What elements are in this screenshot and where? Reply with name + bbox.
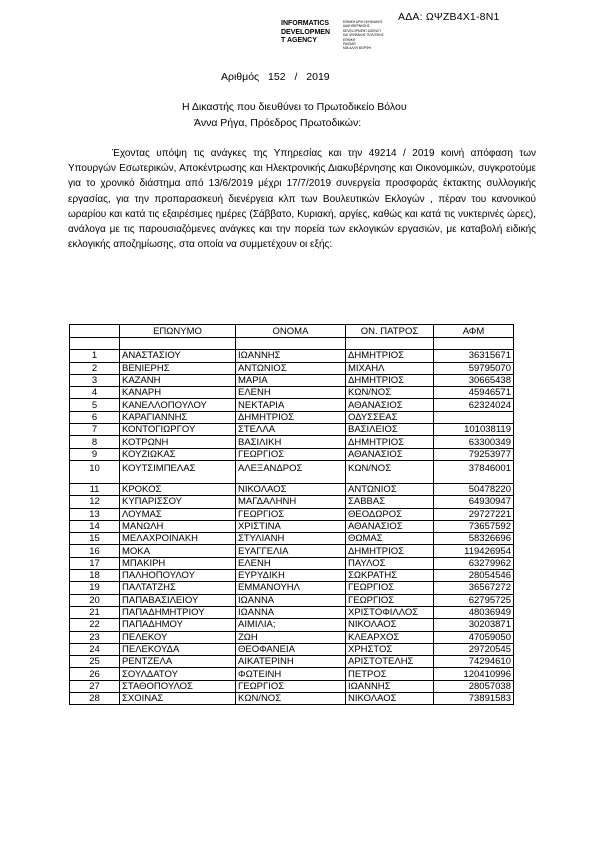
name-cell: ΣΤΥΛΙΑΝΗ <box>236 533 346 545</box>
logo-side-line: ΔΙΑΚΥΒΕΡΝΗΣΗΣ <box>343 24 370 29</box>
row-index: 24 <box>70 643 120 655</box>
surname-cell: ΠΑΠΑΔΗΜΗΤΡΙΟΥ <box>120 606 236 618</box>
tax-id-cell: 120410996 <box>434 668 514 680</box>
row-index: 20 <box>70 594 120 606</box>
surname-cell: ΜΠΑΚΙΡΗ <box>120 557 236 569</box>
row-index: 10 <box>70 460 120 483</box>
table-row <box>70 631 514 643</box>
father-name-cell: ΚΛΕΑΡΧΟΣ <box>346 631 434 643</box>
name-cell: ΓΕΩΡΓΙΟΣ <box>236 680 346 692</box>
surname-cell: ΣΤΑΘΟΠΟΥΛΟΣ <box>120 680 236 692</box>
father-name-cell: ΘΩΜΑΣ <box>346 533 434 545</box>
tax-id-cell: 30203871 <box>434 619 514 631</box>
father-name-cell: ΑΘΑΝΑΣΙΟΣ <box>346 520 434 532</box>
name-cell: ΑΙΚΑΤΕΡΙΝΗ <box>236 656 346 668</box>
table-row <box>70 436 514 448</box>
father-name-cell: ΑΝΤΩΝΙΟΣ <box>346 483 434 495</box>
table-cell <box>434 338 514 350</box>
tax-id-cell: 63300349 <box>434 436 514 448</box>
name-cell: ΒΑΣΙΛΙΚΗ <box>236 436 346 448</box>
name-cell: ΙΩΑΝΝΑ <box>236 606 346 618</box>
tax-id-cell: 59795070 <box>434 362 514 374</box>
table-row <box>70 557 514 569</box>
surname-cell: ΚΟΥΤΣΙΜΠΕΛΑΣ <box>120 460 236 483</box>
header-name: ΟΝΟΜΑ <box>236 325 346 338</box>
name-cell: ΖΩΗ <box>236 631 346 643</box>
header-tax-id: ΑΦΜ <box>434 325 514 338</box>
father-name-cell: ΔΗΜΗΤΡΙΟΣ <box>346 545 434 557</box>
tax-id-cell: 36315671 <box>434 350 514 362</box>
tax-id-cell: 30665438 <box>434 374 514 386</box>
name-cell: ΑΝΤΩΝΙΟΣ <box>236 362 346 374</box>
surname-cell: ΒΕΝΙΕΡΗΣ <box>120 362 236 374</box>
surname-cell: ΚΑΖΑΝΗ <box>120 374 236 386</box>
father-name-cell: ΠΕΤΡΟΣ <box>346 668 434 680</box>
logo-side-line: DEVELOPMENT AGENCY <box>343 28 382 33</box>
header-surname: ΕΠΩΝΥΜΟ <box>120 325 236 338</box>
surname-cell: ΣΟΥΛΔΑΤΟΥ <box>120 668 236 680</box>
table-cell <box>236 338 346 350</box>
tax-id-cell: 62324024 <box>434 399 514 411</box>
agency-logo <box>281 20 384 51</box>
father-name-cell: ΝΙΚΟΛΑΟΣ <box>346 619 434 631</box>
row-index: 13 <box>70 508 120 520</box>
table-row <box>70 374 514 386</box>
row-index: 18 <box>70 570 120 582</box>
name-cell: ΜΑΓΔΑΛΗΝΗ <box>236 496 346 508</box>
row-index: 8 <box>70 436 120 448</box>
table-header-row <box>70 325 514 338</box>
tax-id-cell: 79253977 <box>434 448 514 460</box>
table-cell <box>120 338 236 350</box>
row-index: 23 <box>70 631 120 643</box>
row-index: 11 <box>70 483 120 495</box>
table-row <box>70 424 514 436</box>
logo-side-line: ΚΑΙ ΨΗΦΙΑΚΗΣ ΠΟΛΙΤΙΚΗΣ <box>343 33 384 38</box>
table-row <box>70 643 514 655</box>
row-index: 7 <box>70 424 120 436</box>
surname-cell: ΚΟΤΡΩΝΗ <box>120 436 236 448</box>
name-cell: ΕΥΡΥΔΙΚΗ <box>236 570 346 582</box>
row-index: 2 <box>70 362 120 374</box>
row-index: 17 <box>70 557 120 569</box>
tax-id-cell: 28057038 <box>434 680 514 692</box>
table-row <box>70 460 514 483</box>
father-name-cell: ΣΑΒΒΑΣ <box>346 496 434 508</box>
surname-cell: ΠΑΛΗΟΠΟΥΛΟΥ <box>120 570 236 582</box>
father-name-cell: ΜΙΧΑΗΛ <box>346 362 434 374</box>
surname-cell: ΠΑΠΑΔΗΜΟΥ <box>120 619 236 631</box>
table-row <box>70 520 514 532</box>
row-index: 6 <box>70 411 120 423</box>
name-cell: ΙΩΑΝΝΑ <box>236 594 346 606</box>
name-cell: ΝΕΚΤΑΡΙΑ <box>236 399 346 411</box>
surname-cell: ΜΟΚΑ <box>120 545 236 557</box>
table-row <box>70 606 514 618</box>
logo-line: INFORMATICS <box>281 20 330 27</box>
father-name-cell: ΠΑΥΛΟΣ <box>346 557 434 569</box>
name-cell: ΘΕΟΦΑΝΕΙΑ <box>236 643 346 655</box>
table-row <box>70 680 514 692</box>
father-name-cell: ΧΡΗΣΤΟΣ <box>346 643 434 655</box>
table-cell <box>346 338 434 350</box>
table-row <box>70 533 514 545</box>
surname-cell: ΡΕΝΤΖΕΛΑ <box>120 656 236 668</box>
decision-number: Αριθμός 152 / 2019 <box>221 71 330 83</box>
surname-cell: ΜΑΝΩΛΗ <box>120 520 236 532</box>
name-cell: ΑΙΜΙΛΙΑ; <box>236 619 346 631</box>
father-name-cell: ΑΘΑΝΑΣΙΟΣ <box>346 399 434 411</box>
table-row <box>70 582 514 594</box>
table-row <box>70 496 514 508</box>
ada-code: ΑΔΑ: ΩΨΖΒ4Χ1-8Ν1 <box>398 11 500 23</box>
father-name-cell: ΣΩΚΡΑΤΗΣ <box>346 570 434 582</box>
table-row <box>70 411 514 423</box>
tax-id-cell: 63279962 <box>434 557 514 569</box>
table-row <box>70 693 514 705</box>
surname-cell: ΚΟΥΖΙΩΚΑΣ <box>120 448 236 460</box>
header-father-name: ΟΝ. ΠΑΤΡΟΣ <box>346 325 434 338</box>
tax-id-cell: 45946571 <box>434 387 514 399</box>
table-cell <box>70 338 120 350</box>
table-row <box>70 508 514 520</box>
surname-cell: ΚΡΟΚΟΣ <box>120 483 236 495</box>
table-row <box>70 362 514 374</box>
father-name-cell: ΔΗΜΗΤΡΙΟΣ <box>346 350 434 362</box>
surname-cell: ΚΑΝΑΡΗ <box>120 387 236 399</box>
tax-id-cell: 62795725 <box>434 594 514 606</box>
name-cell: ΝΙΚΟΛΑΟΣ <box>236 483 346 495</box>
name-cell: ΓΕΩΡΓΙΟΣ <box>236 508 346 520</box>
surname-cell: ΠΑΛΤΑΤΖΗΣ <box>120 582 236 594</box>
table-row <box>70 656 514 668</box>
father-name-cell: ΑΡΙΣΤΟΤΕΛΗΣ <box>346 656 434 668</box>
tax-id-cell: 119426954 <box>434 545 514 557</box>
table-row <box>70 619 514 631</box>
row-index: 12 <box>70 496 120 508</box>
row-index: 25 <box>70 656 120 668</box>
father-name-cell: ΘΕΟΔΩΡΟΣ <box>346 508 434 520</box>
father-name-cell: ΙΩΑΝΝΗΣ <box>346 680 434 692</box>
issuer-line: Η Δικαστής που διευθύνει το Πρωτοδικείο Βόλου <box>182 101 407 113</box>
father-name-cell: ΝΙΚΟΛΑΟΣ <box>346 693 434 705</box>
table-blank-row <box>70 338 514 350</box>
father-name-cell: ΔΗΜΗΤΡΙΟΣ <box>346 436 434 448</box>
tax-id-cell: 50478220 <box>434 483 514 495</box>
father-name-cell: ΓΕΩΡΓΙΟΣ <box>346 594 434 606</box>
row-index: 28 <box>70 693 120 705</box>
row-index: 5 <box>70 399 120 411</box>
surname-cell: ΠΕΛΕΚΟΥ <box>120 631 236 643</box>
row-index: 9 <box>70 448 120 460</box>
table-row <box>70 545 514 557</box>
table-row <box>70 387 514 399</box>
row-index: 16 <box>70 545 120 557</box>
tax-id-cell: 28054546 <box>434 570 514 582</box>
tax-id-cell: 101038119 <box>434 424 514 436</box>
name-cell: ΔΗΜΗΤΡΙΟΣ <box>236 411 346 423</box>
tax-id-cell <box>434 411 514 423</box>
tax-id-cell: 37846001 <box>434 460 514 483</box>
surname-cell: ΣΧΟΙΝΑΣ <box>120 693 236 705</box>
row-index: 22 <box>70 619 120 631</box>
logo-side-line: ΜΙΑ ΑΛΛΗ ΜΟΡΦΗ <box>343 46 371 51</box>
tax-id-cell: 48036949 <box>434 606 514 618</box>
surname-cell: ΜΕΛΑΧΡΟΙΝΑΚΗ <box>120 533 236 545</box>
name-cell: ΧΡΙΣΤΙΝΑ <box>236 520 346 532</box>
table-row <box>70 668 514 680</box>
father-name-cell: ΔΗΜΗΤΡΙΟΣ <box>346 374 434 386</box>
row-index: 4 <box>70 387 120 399</box>
row-index: 15 <box>70 533 120 545</box>
row-index: 3 <box>70 374 120 386</box>
table-row <box>70 350 514 362</box>
surname-cell: ΚΥΠΑΡΙΣΣΟΥ <box>120 496 236 508</box>
name-cell: ΜΑΡΙΑ <box>236 374 346 386</box>
surname-cell: ΠΕΛΕΚΟΥΔΑ <box>120 643 236 655</box>
table-row <box>70 483 514 495</box>
logo-side-line: ΕΘΝΙΚΗ <box>343 37 356 42</box>
father-name-cell: ΟΔΥΣΣΕΑΣ <box>346 411 434 423</box>
name-cell: ΕΜΜΑΝΟΥΗΛ <box>236 582 346 594</box>
father-name-cell: ΚΩΝ/ΝΟΣ <box>346 460 434 483</box>
row-index: 14 <box>70 520 120 532</box>
row-index: 1 <box>70 350 120 362</box>
name-cell: ΑΛΕΞΑΝΔΡΟΣ <box>236 460 346 483</box>
row-index: 21 <box>70 606 120 618</box>
table-row <box>70 570 514 582</box>
logo-side-line: PASSAR <box>343 42 356 47</box>
father-name-cell: ΑΘΑΝΑΣΙΟΣ <box>346 448 434 460</box>
surname-cell: ΑΝΑΣΤΑΣΙΟΥ <box>120 350 236 362</box>
surname-cell: ΚΑΡΑΓΙΑΝΝΗΣ <box>120 411 236 423</box>
logo-line: T AGENCY <box>281 37 317 44</box>
tax-id-cell: 36567272 <box>434 582 514 594</box>
row-index: 27 <box>70 680 120 692</box>
decision-body: Έχοντας υπόψη τις ανάγκες της Υπηρεσίας και την 49214 / 2019 κοινή απόφαση των Υπουργών Εσωτερικών, Αποκέντρωσης και Ηλεκτρονικής Διακυβέρνησης και Οικονομικών, συγκροτούμε για το χρονικό διάστημα από 13/6/2019 μέχρι 17/7/2019 συνεργεία προσφοράς έκτακτης συλλογικής εργασίας, για την προπαρασκευή διενέργεια κλπ των Βουλευτικών Εκλογών , πέραν του κανονικού ωραρίου και κατά τις εξαιρέσιμες ημέρες (Σάββατο, Κυριακή, αργίες, καθώς και κατά τις νυκτερινές ώρες), ανάλογα με τις παρουσιαζόμενες ανάγκες και την πορεία των εκλογικών εργασιών, με καταβολή ειδικής εκλογικής αποζημίωσης, στα οποία να συμμετέχουν οι εξής: <box>68 148 536 251</box>
tax-id-cell: 29720545 <box>434 643 514 655</box>
table-row <box>70 594 514 606</box>
table-row <box>70 448 514 460</box>
tax-id-cell: 29727221 <box>434 508 514 520</box>
issuer-name: Άννα Ρήγα, Πρόεδρος Πρωτοδικών: <box>194 117 362 129</box>
name-cell: ΕΛΕΝΗ <box>236 557 346 569</box>
tax-id-cell: 58326696 <box>434 533 514 545</box>
logo-side-line: ΕΘΝΙΚΗ ΑΡΧΗ ΨΗΦΙΑΚΗΣ <box>343 20 383 24</box>
table-row <box>70 399 514 411</box>
surname-cell: ΚΟΝΤΟΓΙΩΡΓΟΥ <box>120 424 236 436</box>
name-cell: ΓΕΩΡΓΙΟΣ <box>236 448 346 460</box>
tax-id-cell: 73891583 <box>434 693 514 705</box>
name-cell: ΕΥΑΓΓΕΛΙΑ <box>236 545 346 557</box>
name-cell: ΙΩΑΝΝΗΣ <box>236 350 346 362</box>
father-name-cell: ΧΡΙΣΤΟΦΙΛΛΟΣ <box>346 606 434 618</box>
logo-line: DEVELOPMEN <box>281 28 331 36</box>
father-name-cell: ΓΕΩΡΓΙΟΣ <box>346 582 434 594</box>
surname-cell: ΠΑΠΑΒΑΣΙΛΕΙΟΥ <box>120 594 236 606</box>
name-cell: ΣΤΕΛΛΑ <box>236 424 346 436</box>
tax-id-cell: 73657592 <box>434 520 514 532</box>
name-cell: ΕΛΕΝΗ <box>236 387 346 399</box>
row-index: 19 <box>70 582 120 594</box>
tax-id-cell: 74294610 <box>434 656 514 668</box>
staff-table <box>69 324 514 705</box>
tax-id-cell: 47059050 <box>434 631 514 643</box>
name-cell: ΚΩΝ/ΝΟΣ <box>236 693 346 705</box>
father-name-cell: ΚΩΝ/ΝΟΣ <box>346 387 434 399</box>
name-cell: ΦΩΤΕΙΝΗ <box>236 668 346 680</box>
surname-cell: ΛΟΥΜΑΣ <box>120 508 236 520</box>
father-name-cell: ΒΑΣΙΛΕΙΟΣ <box>346 424 434 436</box>
header-index <box>70 325 120 338</box>
row-index: 26 <box>70 668 120 680</box>
tax-id-cell: 64930947 <box>434 496 514 508</box>
surname-cell: ΚΑΝΕΛΛΟΠΟΥΛΟΥ <box>120 399 236 411</box>
